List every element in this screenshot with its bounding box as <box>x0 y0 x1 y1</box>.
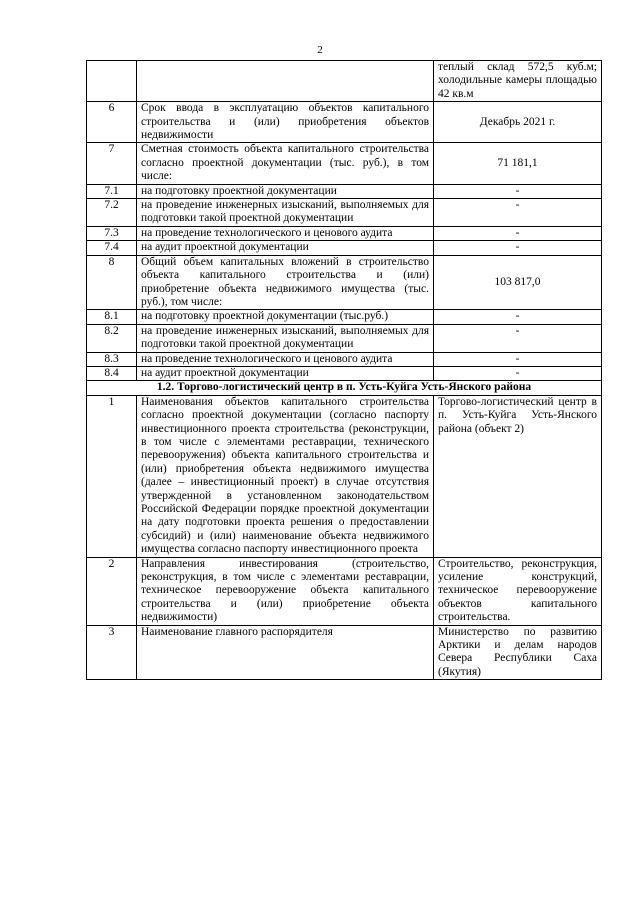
row-number: 3 <box>87 625 137 680</box>
row-description: Срок ввода в эксплуатацию объектов капитального строительства и (или) приобретения объектов недвижимости <box>137 102 434 143</box>
row-number: 2 <box>87 557 137 625</box>
row-description: на подготовку проектной документации (тыс.руб.) <box>137 310 434 324</box>
row-description: на проведение инженерных изысканий, выполняемых для подготовки такой проектной документации <box>137 324 434 352</box>
table-row <box>87 625 602 680</box>
row-number: 7.3 <box>87 226 137 240</box>
table-row <box>87 324 602 352</box>
row-value: теплый склад 572,5 куб.м; холодильные камеры площадью 42 кв.м <box>434 61 602 102</box>
row-number: 8.2 <box>87 324 137 352</box>
table-row <box>87 255 602 310</box>
row-description: на проведение технологического и ценового аудита <box>137 352 434 366</box>
row-value: Строительство, реконструкция, усиление конструкций, техническое перевооружение объектов капитального строительства. <box>434 557 602 625</box>
table-row <box>87 226 602 240</box>
row-description: на проведение инженерных изысканий, выполняемых для подготовки такой проектной документации <box>137 199 434 227</box>
table-row <box>87 241 602 255</box>
page-number: 2 <box>317 44 323 56</box>
row-value: - <box>434 241 602 255</box>
section-title: 1.2. Торгово-логистический центр в п. Усть-Куйга Усть-Янского района <box>87 381 602 395</box>
row-value: - <box>434 324 602 352</box>
row-description: на аудит проектной документации <box>137 366 434 380</box>
row-value: - <box>434 310 602 324</box>
table-row <box>87 102 602 143</box>
row-number: 8.1 <box>87 310 137 324</box>
table-row <box>87 184 602 198</box>
table-row <box>87 143 602 184</box>
passport-table <box>86 60 602 680</box>
row-number: 7.2 <box>87 199 137 227</box>
row-number: 8.4 <box>87 366 137 380</box>
row-description <box>137 61 434 102</box>
table-row <box>87 61 602 102</box>
row-number <box>87 61 137 102</box>
row-value: - <box>434 366 602 380</box>
row-description: на подготовку проектной документации <box>137 184 434 198</box>
row-value: Торгово-логистический центр в п. Усть-Куйга Усть-Янского района (объект 2) <box>434 395 602 557</box>
row-description: на аудит проектной документации <box>137 241 434 255</box>
row-value: 71 181,1 <box>434 143 602 184</box>
row-value: 103 817,0 <box>434 255 602 310</box>
row-description: Общий объем капитальных вложений в строительство объекта капитального строительства и (или) приобретение объекта недвижимого имущества (тыс. руб.), том числе: <box>137 255 434 310</box>
row-number: 6 <box>87 102 137 143</box>
row-description: Направления инвестирования (строительство, реконструкция, в том числе с элементами реставрации, техническое перевооружение объекта капитального строительства и (или) приобретение объекта недвижимости) <box>137 557 434 625</box>
table-row <box>87 395 602 557</box>
table-row <box>87 366 602 380</box>
row-description: Наименования объектов капитального строительства согласно проектной документации (согласно паспорту инвестиционного проекта строительства (реконструкции, в том числе с элементами реставрации, технического перевооружения) объекта капитального строительства и (или) приобретения объекта недвижимого имущества (далее – инвестиционный проект) в случае отсутствия утвержденной в установленном законодательством Российской Федерации порядке проектной документации на дату подготовки проекта решения о предоставлении субсидий) и (или) наименование объекта недвижимого имущества согласно паспорту инвестиционного проекта <box>137 395 434 557</box>
row-description: на проведение технологического и ценового аудита <box>137 226 434 240</box>
row-number: 7.4 <box>87 241 137 255</box>
table-row <box>87 310 602 324</box>
row-value: Декабрь 2021 г. <box>434 102 602 143</box>
row-number: 1 <box>87 395 137 557</box>
row-value: - <box>434 199 602 227</box>
row-number: 8 <box>87 255 137 310</box>
row-number: 8.3 <box>87 352 137 366</box>
row-number: 7.1 <box>87 184 137 198</box>
row-description: Наименование главного распорядителя <box>137 625 434 680</box>
row-value: Министерство по развитию Арктики и делам народов Севера Республики Саха (Якутия) <box>434 625 602 680</box>
row-value: - <box>434 352 602 366</box>
table-row <box>87 557 602 625</box>
row-description: Сметная стоимость объекта капитального строительства согласно проектной документации (тыс. руб.), в том числе: <box>137 143 434 184</box>
section-header-row <box>87 381 602 395</box>
table-row <box>87 199 602 227</box>
row-value: - <box>434 184 602 198</box>
row-number: 7 <box>87 143 137 184</box>
table-row <box>87 352 602 366</box>
row-value: - <box>434 226 602 240</box>
